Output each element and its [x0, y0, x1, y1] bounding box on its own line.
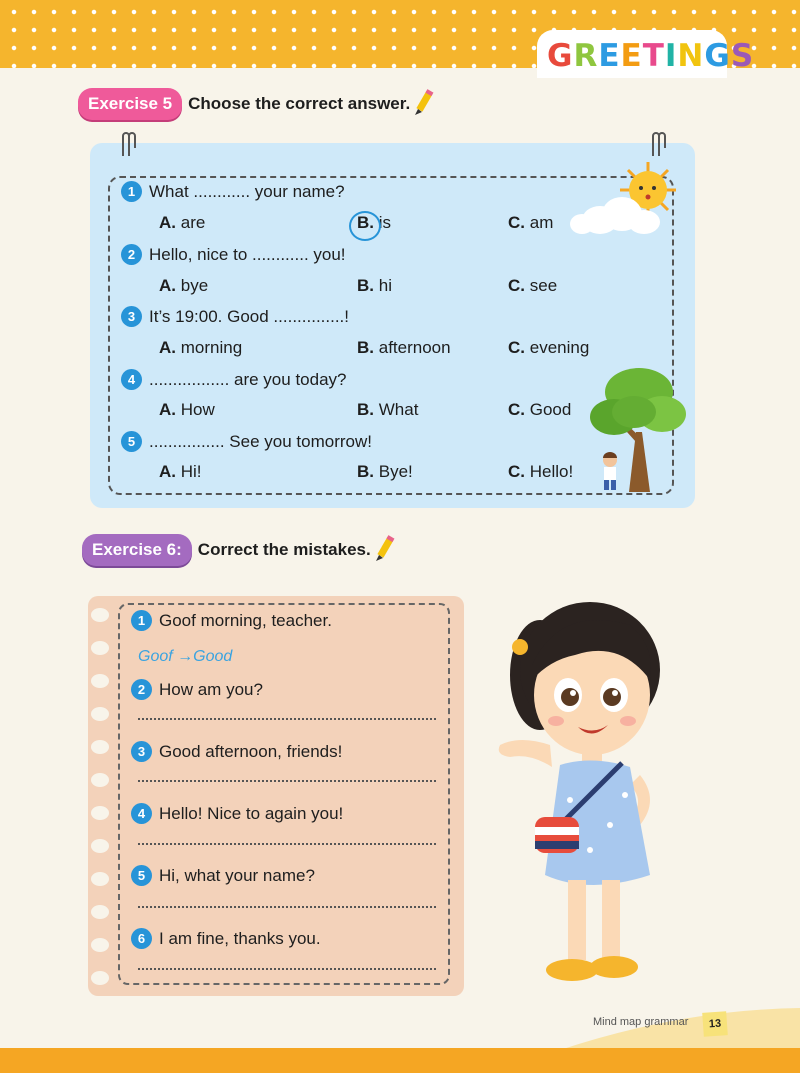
question-text: ................ See you tomorrow! [149, 431, 372, 451]
question-text: Hello, nice to ............ you! [149, 244, 346, 264]
item-text: Goof morning, teacher. [159, 610, 332, 630]
option-4c[interactable]: C. Good [508, 400, 572, 419]
option-5c[interactable]: C. Hello! [508, 462, 574, 481]
exercise5-question-5 [121, 431, 372, 452]
question-number: 5 [121, 431, 142, 452]
option-1c[interactable]: C. am [508, 213, 554, 232]
notebook-hole [91, 971, 109, 985]
ring-icon [118, 128, 140, 158]
exercise5-question-3 [121, 306, 349, 327]
page-title [547, 38, 754, 74]
notebook-hole [91, 641, 109, 655]
option-2b[interactable]: B. hi [357, 276, 392, 295]
option-3a[interactable]: A. morning [159, 338, 243, 357]
option-1a[interactable]: A. are [159, 213, 206, 232]
exercise6-item-5 [131, 865, 315, 886]
question-text: ................. are you today? [149, 369, 347, 389]
notebook-hole [91, 905, 109, 919]
book-title: Mind map grammar [593, 1016, 689, 1028]
title-letter: N [677, 38, 705, 74]
item-text: Hello! Nice to again you! [159, 803, 344, 823]
item-number: 3 [131, 741, 152, 762]
exercise5-question-1 [121, 181, 345, 202]
exercise6-instruction: Correct the mistakes. [197, 540, 371, 559]
option-2c[interactable]: C. see [508, 276, 558, 295]
answer-line[interactable] [138, 718, 436, 720]
notebook-hole [91, 773, 109, 787]
answer-line[interactable] [138, 968, 436, 970]
notebook-hole [91, 674, 109, 688]
exercise6-label: Exercise 6: [82, 534, 192, 566]
title-letter: E [598, 38, 621, 74]
tree-boy-illustration [584, 362, 694, 497]
exercise6-item-3 [131, 741, 342, 762]
question-number: 3 [121, 306, 142, 327]
exercise5-label: Exercise 5 [78, 88, 182, 120]
exercise5-question-2 [121, 244, 346, 265]
title-letter: R [573, 38, 599, 74]
item-number: 6 [131, 928, 152, 949]
example-answer: Goof →Good [138, 648, 233, 665]
item-number: 4 [131, 803, 152, 824]
notebook-hole [91, 608, 109, 622]
question-number: 4 [121, 369, 142, 390]
option-3c[interactable]: C. evening [508, 338, 590, 357]
option-5b[interactable]: B. Bye! [357, 462, 413, 481]
item-text: How am you? [159, 679, 263, 699]
notebook-hole [91, 938, 109, 952]
pencil-icon [373, 535, 399, 565]
notebook-hole [91, 740, 109, 754]
exercise6-item-6 [131, 928, 321, 949]
exercise5-heading [78, 88, 438, 120]
item-number: 1 [131, 610, 152, 631]
title-letter: T [642, 38, 665, 74]
item-number: 2 [131, 679, 152, 700]
page-number: 13 [702, 1011, 728, 1037]
title-letter: E [620, 38, 643, 74]
notebook-hole [91, 707, 109, 721]
title-letter: G [547, 38, 574, 74]
option-4a[interactable]: A. How [159, 400, 215, 419]
exercise6-item-4 [131, 803, 343, 824]
option-2a[interactable]: A. bye [159, 276, 209, 295]
footer-band [0, 1048, 800, 1073]
title-letter: I [664, 38, 678, 74]
answer-line[interactable] [138, 780, 436, 782]
answer-line[interactable] [138, 906, 436, 908]
question-text: What ............ your name? [149, 181, 345, 201]
question-number: 1 [121, 181, 142, 202]
exercise6-item-2 [131, 679, 263, 700]
sun-cloud-icon [560, 158, 682, 242]
notebook-hole [91, 872, 109, 886]
question-text: It’s 19:00. Good ...............! [149, 306, 350, 326]
option-4b[interactable]: B. What [357, 400, 419, 419]
notebook-hole [91, 806, 109, 820]
option-3b[interactable]: B. afternoon [357, 338, 451, 357]
answer-line[interactable] [138, 843, 436, 845]
item-number: 5 [131, 865, 152, 886]
title-letter: S [730, 38, 755, 74]
question-number: 2 [121, 244, 142, 265]
option-1b[interactable]: B. is [357, 213, 392, 232]
pencil-icon [412, 89, 438, 119]
ring-icon [648, 128, 670, 158]
exercise6-item-1 [131, 610, 332, 631]
notebook-hole [91, 839, 109, 853]
answer-circle-mark [349, 211, 381, 241]
item-text: Good afternoon, friends! [159, 741, 343, 761]
exercise5-question-4 [121, 369, 346, 390]
title-letter: G [704, 38, 731, 74]
girl-illustration [490, 585, 680, 990]
item-text: I am fine, thanks you. [159, 928, 321, 948]
item-text: Hi, what your name? [159, 865, 315, 885]
option-5a[interactable]: A. Hi! [159, 462, 202, 481]
exercise6-heading [82, 534, 399, 566]
exercise5-instruction: Choose the correct answer. [188, 94, 411, 113]
